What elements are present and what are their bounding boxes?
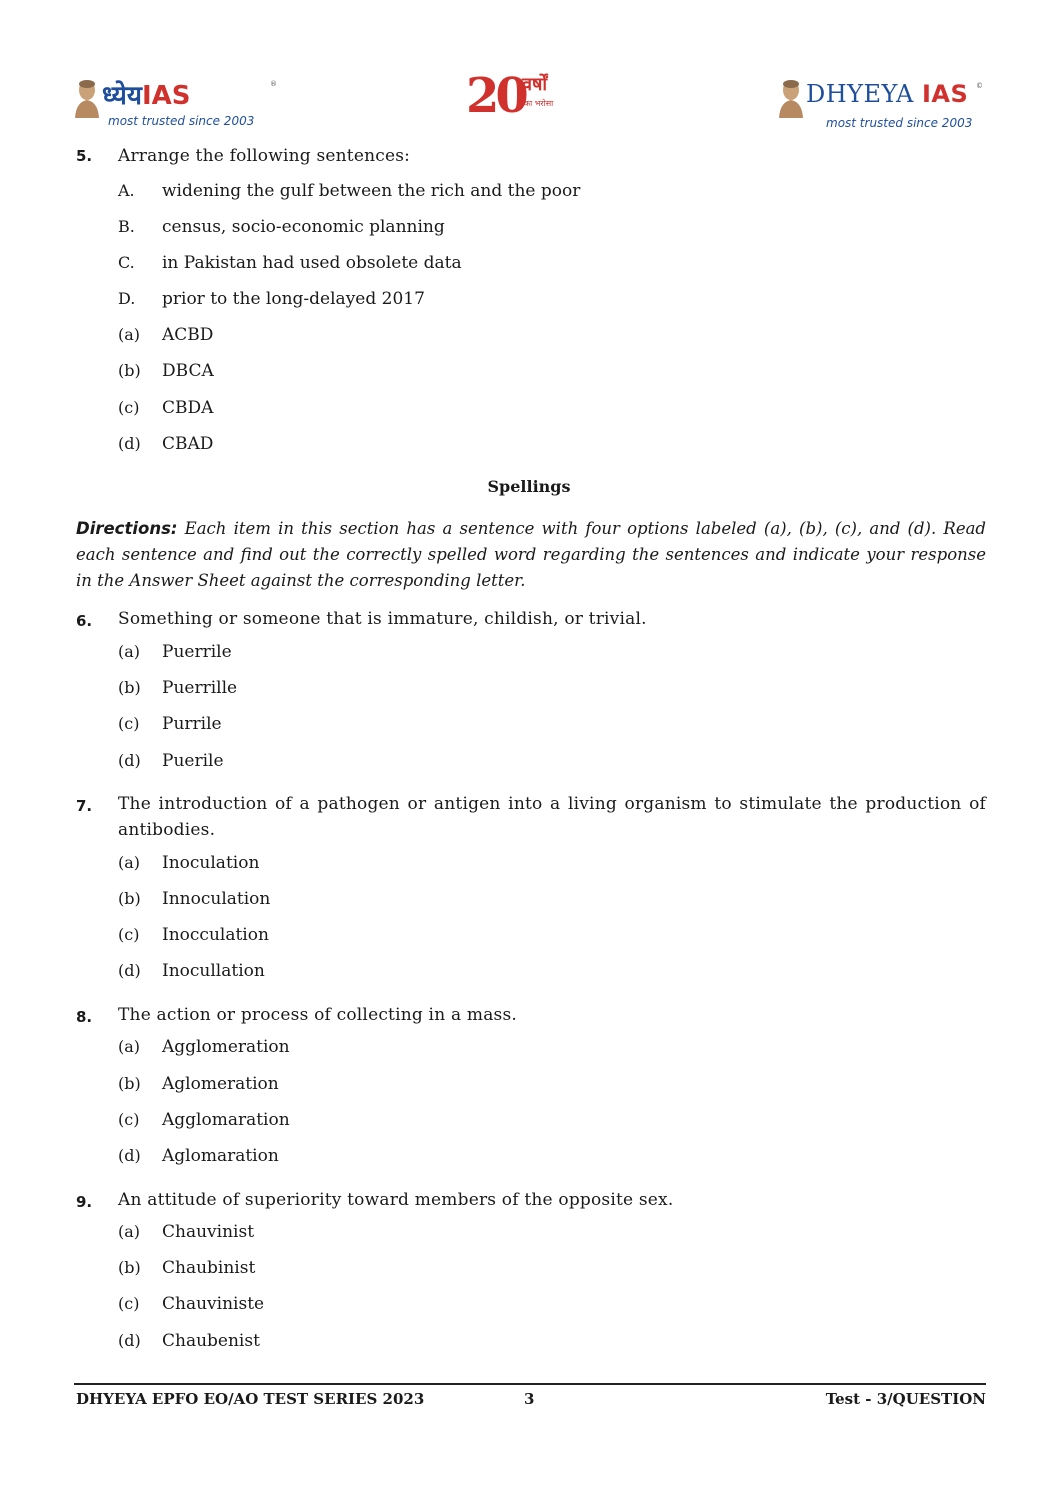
part-label: D. <box>118 289 136 308</box>
option-text: Puerrile <box>162 642 232 662</box>
option-label: (a) <box>118 642 141 661</box>
question-text: Something or someone that is immature, childish, or trivial. <box>118 609 647 629</box>
option-text: Purrile <box>162 714 222 734</box>
part-label: A. <box>118 181 135 200</box>
option-label: (b) <box>118 1258 141 1277</box>
question-number: 9. <box>76 1193 93 1211</box>
option-label: (b) <box>118 889 141 908</box>
question-number: 6. <box>76 612 93 630</box>
twenty-years-logo <box>466 68 596 134</box>
option-label: (c) <box>118 714 140 733</box>
twenty-number: 20 <box>466 68 525 124</box>
dhyeya-ias-hindi-logo <box>72 74 282 134</box>
option-text: Inocculation <box>162 925 269 945</box>
option-text: CBDA <box>162 398 214 418</box>
option-text: Agglomeration <box>162 1037 290 1057</box>
question-text: An attitude of superiority toward members of the opposite sex. <box>118 1190 674 1210</box>
option-label: (a) <box>118 853 141 872</box>
logo-right-tagline: most trusted since 2003 <box>826 116 973 130</box>
option-label: (c) <box>118 1294 140 1313</box>
question-text: The introduction of a pathogen or antigen into a living organism to stimulate the production of antibodies. <box>118 794 986 840</box>
registered-mark: ® <box>270 80 277 88</box>
option-label: (d) <box>118 961 141 980</box>
option-text: Puerile <box>162 751 224 771</box>
option-label: (d) <box>118 1331 141 1350</box>
logo-right-brand: DHYEYA IAS <box>806 80 969 108</box>
option-text: Inocullation <box>162 961 265 981</box>
option-text: Puerrille <box>162 678 238 698</box>
footer-page-number: 3 <box>524 1390 535 1408</box>
option-text: Agglomaration <box>162 1110 290 1130</box>
bust-icon <box>72 78 102 118</box>
footer-test-label: Test - 3/QUESTION <box>825 1390 986 1408</box>
option-text: Chauviniste <box>162 1294 265 1314</box>
directions-label: Directions: <box>76 519 178 538</box>
option-label: (d) <box>118 1146 141 1165</box>
option-text: Chaubenist <box>162 1331 260 1351</box>
option-text: Chauvinist <box>162 1222 255 1242</box>
question-text: The action or process of collecting in a mass. <box>118 1005 517 1025</box>
option-text: DBCA <box>162 361 214 381</box>
bust-icon <box>776 78 806 118</box>
question-number: 7. <box>76 797 93 815</box>
logo-left-brand: ध्येयIAS <box>102 81 191 111</box>
option-label: (c) <box>118 925 140 944</box>
footer-series-title: DHYEYA EPFO EO/AO TEST SERIES 2023 <box>76 1390 425 1408</box>
question-number: 8. <box>76 1008 93 1026</box>
option-label: (a) <box>118 1037 141 1056</box>
option-label: (d) <box>118 434 141 453</box>
option-label: (b) <box>118 678 141 697</box>
option-text: Inoculation <box>162 853 260 873</box>
question-number: 5. <box>76 147 93 165</box>
option-text: Aglomaration <box>162 1146 279 1166</box>
option-label: (a) <box>118 1222 141 1241</box>
dhyeya-ias-english-logo <box>776 74 991 134</box>
part-label: B. <box>118 217 135 236</box>
option-text: Aglomeration <box>162 1074 279 1094</box>
option-label: (b) <box>118 1074 141 1093</box>
option-label: (d) <box>118 751 141 770</box>
page-header <box>0 0 1058 140</box>
part-label: C. <box>118 253 135 272</box>
directions-text: Each item in this section has a sentence with four options labeled (a), (b), (c), and (d). Read each sentence and find out the correctly spelled word regarding the sentences and indicate your response in the Answer Sheet against the corresponding letter. <box>76 519 986 590</box>
option-label: (b) <box>118 361 141 380</box>
directions <box>76 516 986 594</box>
question-text: Arrange the following sentences: <box>118 146 411 166</box>
option-text: ACBD <box>162 325 214 345</box>
section-title: Spellings <box>487 477 571 496</box>
varsh-subtitle: का भरोसा <box>524 99 554 108</box>
option-text: Chaubinist <box>162 1258 256 1278</box>
varsh-word: वर्षों <box>522 74 548 95</box>
option-text: CBAD <box>162 434 214 454</box>
part-text: widening the gulf between the rich and the poor <box>162 181 581 201</box>
option-label: (c) <box>118 1110 140 1129</box>
copyright-mark: © <box>976 82 983 90</box>
logo-left-tagline: most trusted since 2003 <box>108 114 255 128</box>
option-label: (c) <box>118 398 140 417</box>
footer-divider <box>74 1383 986 1385</box>
option-text: Innoculation <box>162 889 271 909</box>
part-text: in Pakistan had used obsolete data <box>162 253 462 273</box>
part-text: census, socio-economic planning <box>162 217 445 237</box>
option-label: (a) <box>118 325 141 344</box>
part-text: prior to the long-delayed 2017 <box>162 289 425 309</box>
